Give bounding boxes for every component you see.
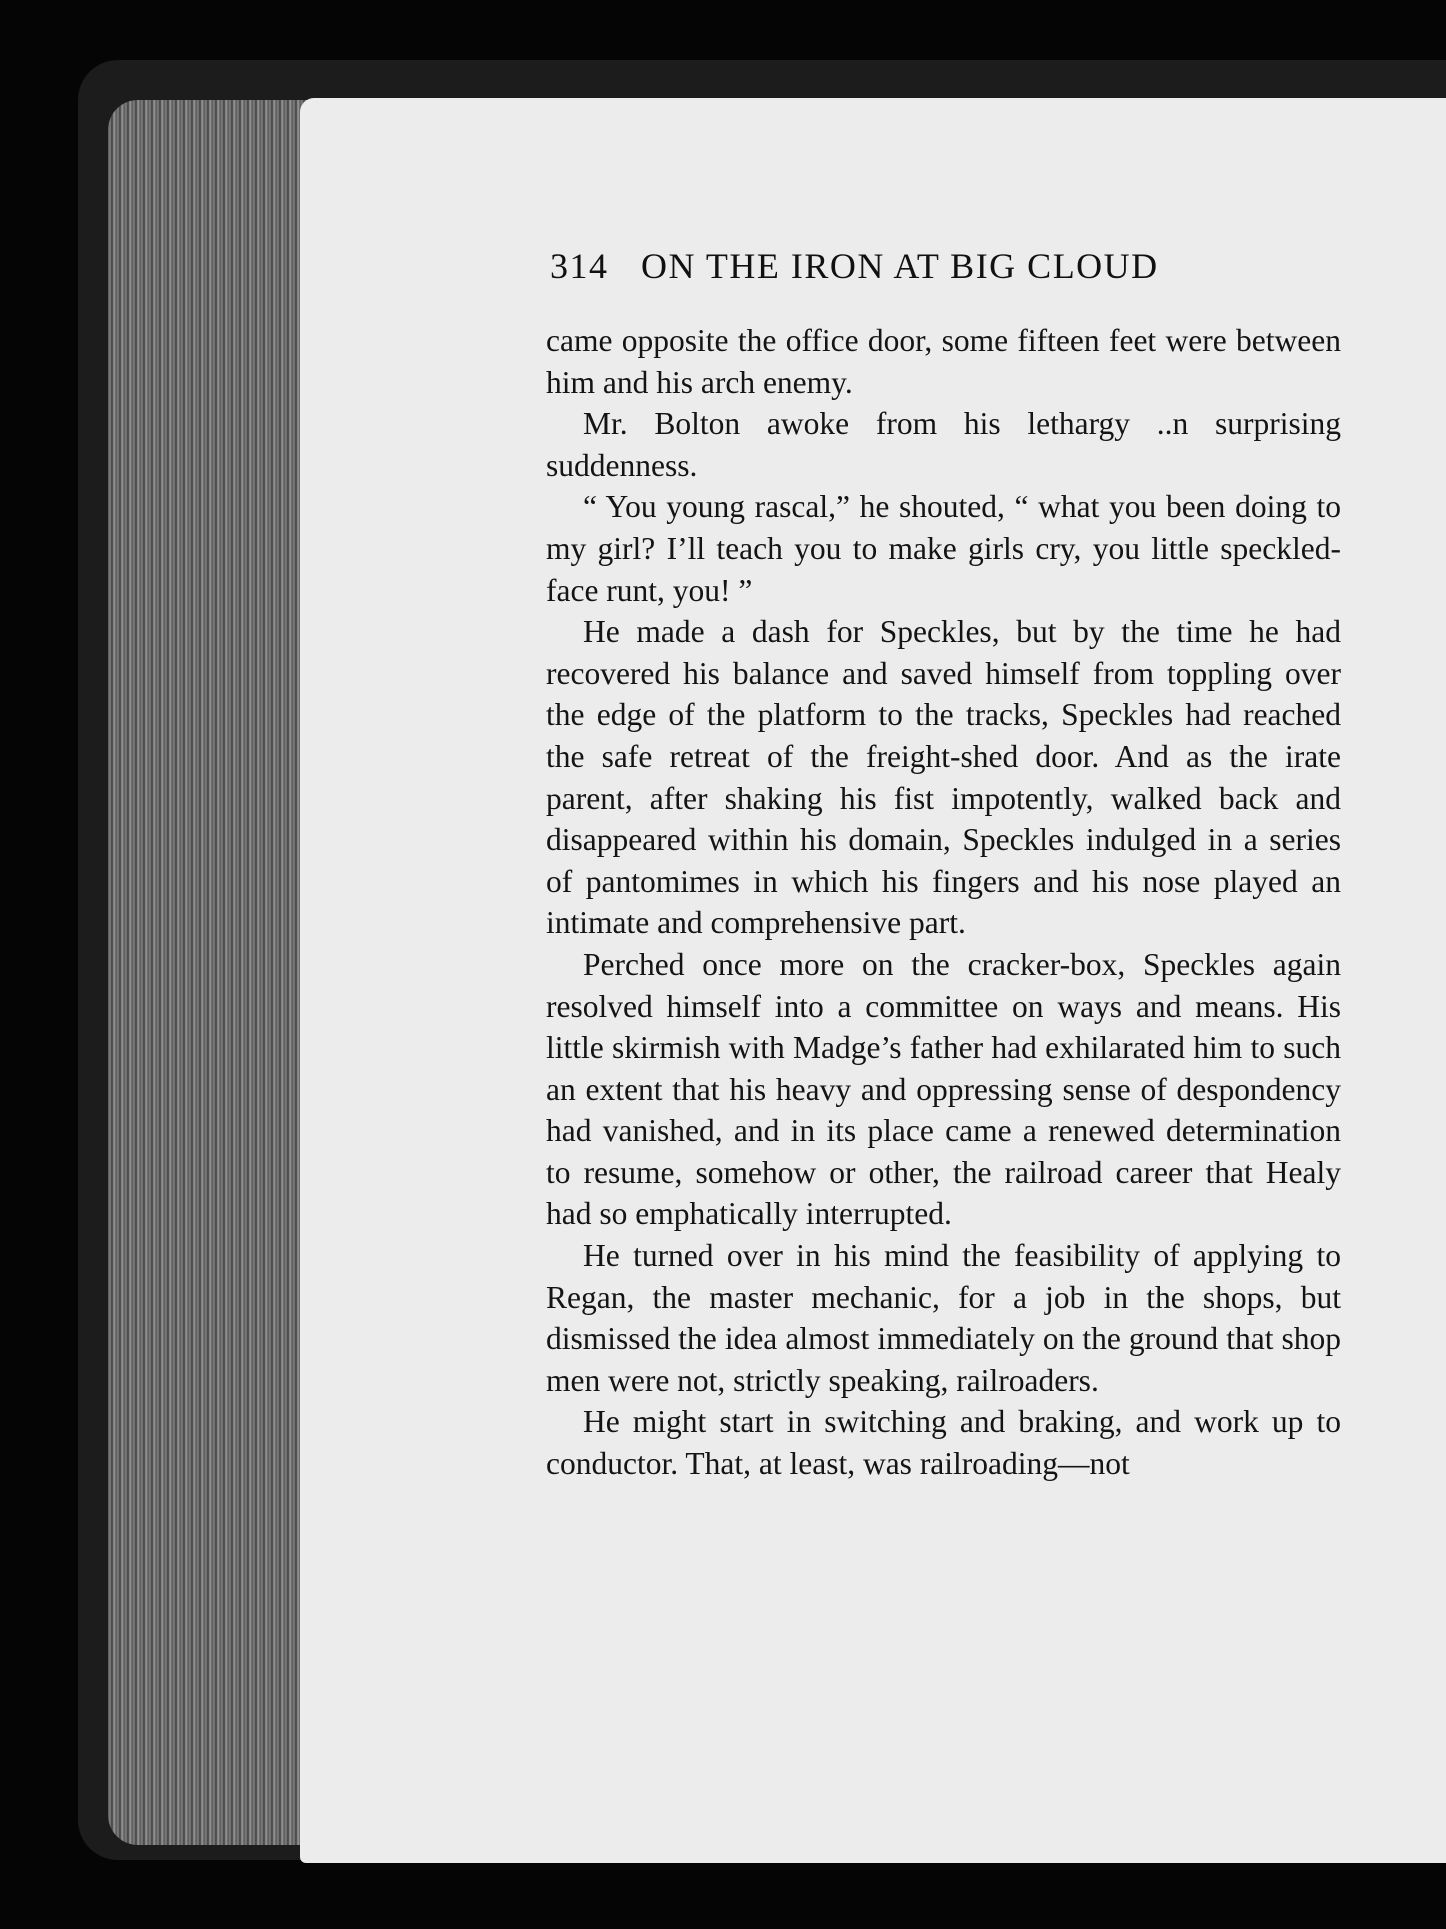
paragraph: He made a dash for Speckles, but by the time he had recovered his balance and saved himself from toppling over the edge of the platform to the tracks, Speckles had reached the safe retreat of the freight-shed door. And as the irate parent, after shaking his fist impotently, walked back and disappeared within his domain, Speckles indulged in a series of pantomimes in which his fingers and his nose played an intimate and comprehensive part.	[546, 614, 1341, 941]
paragraph: Perched once more on the cracker-box, Speckles again resolved himself into a committee on ways and means. His little skirmish with Madge’s father had exhilarated him to such an extent that his heavy and oppressing sense of despondency had vanished, and in its place came a renewed determination to resume, somehow or other, the railroad career that Healy had so emphatically interrupted.	[546, 946, 1341, 1232]
paragraph: He turned over in his mind the feasibility of applying to Regan, the master mechanic, for a job in the shops, but dismissed the idea almost immediately on the ground that shop men were not, strictly speaking, railroaders.	[546, 1238, 1341, 1398]
paragraph: He might start in switching and braking, and work up to conductor. That, at least, was railroading—not	[546, 1404, 1341, 1482]
paragraph: came opposite the office door, some fifteen feet were between him and his arch enemy.	[546, 323, 1341, 400]
page-edges	[108, 100, 320, 1845]
body-text	[546, 320, 1341, 1485]
running-title: ON THE IRON AT BIG CLOUD	[641, 246, 1159, 286]
running-header	[550, 245, 1159, 287]
page-number: 314	[550, 246, 609, 286]
paragraph: Mr. Bolton awoke from his lethargy ..n surprising suddenness.	[546, 406, 1341, 483]
paragraph: “ You young rascal,” he shouted, “ what you been doing to my girl? I’ll teach you to make girls cry, you little speckled-face runt, you! ”	[546, 489, 1341, 608]
